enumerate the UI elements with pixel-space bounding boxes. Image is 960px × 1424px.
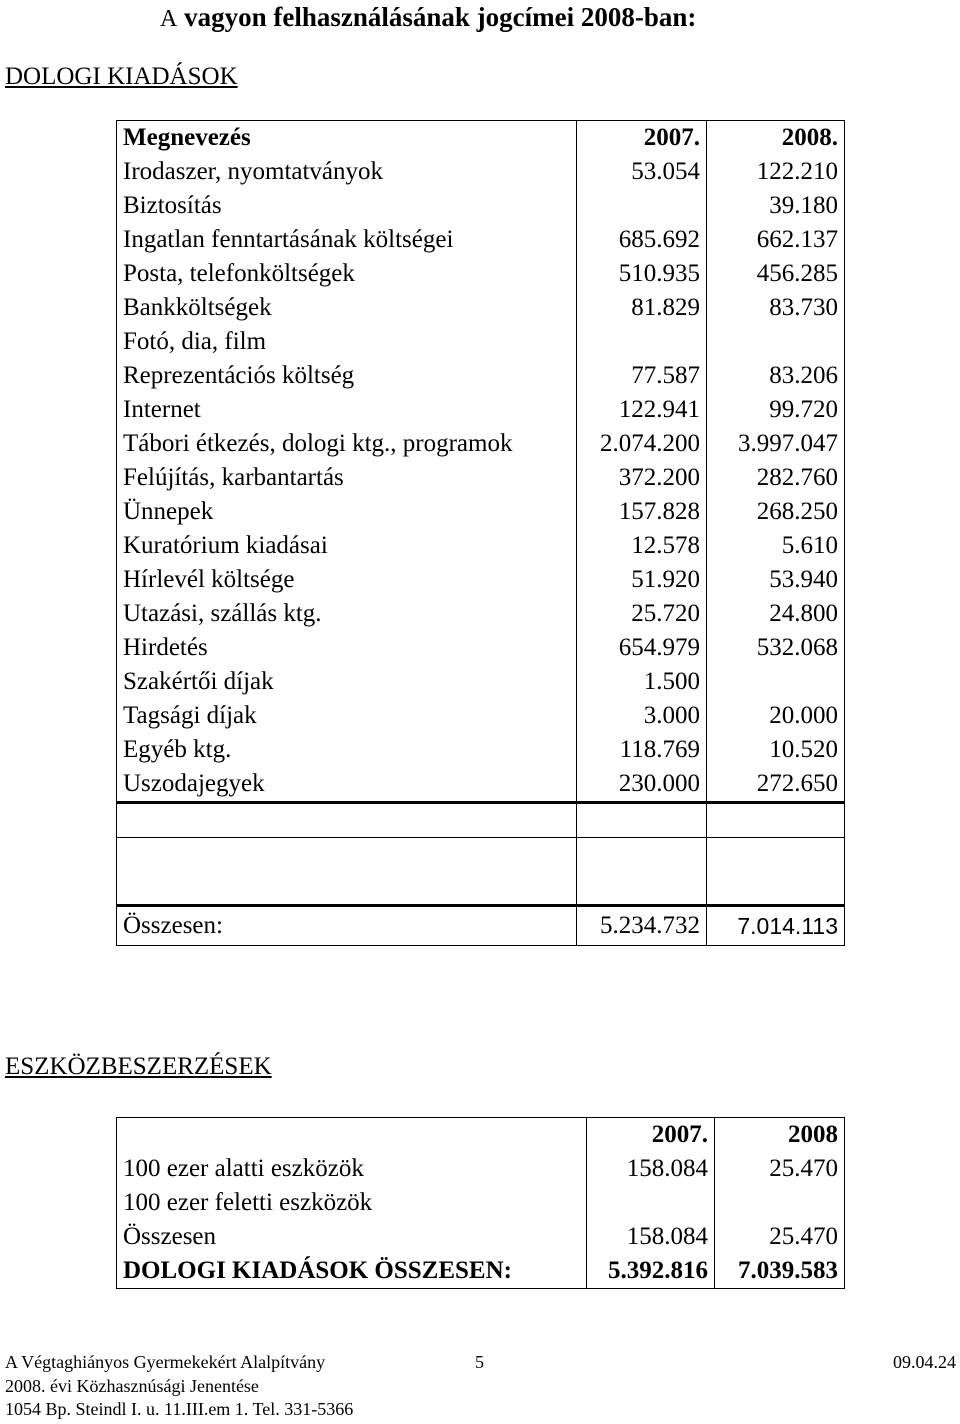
empty-cell <box>577 803 707 838</box>
value-2007: 81.829 <box>577 291 707 325</box>
value-2008: 3.997.047 <box>707 427 845 461</box>
table-row <box>117 461 845 495</box>
empty-row <box>117 803 845 838</box>
value-2007: 685.692 <box>577 223 707 257</box>
value-2007: 230.000 <box>577 767 707 803</box>
column-header-2008: 2008 <box>715 1118 845 1153</box>
column-header-2007: 2007. <box>587 1118 715 1153</box>
row-label: Reprezentációs költség <box>123 362 355 389</box>
row-label: Összesen <box>123 1223 217 1250</box>
table-row <box>117 189 845 223</box>
row-label: Utazási, szállás ktg. <box>123 600 322 627</box>
table-row <box>117 1186 845 1220</box>
value-2007: 25.720 <box>577 597 707 631</box>
value-2007: 158.084 <box>587 1152 715 1186</box>
row-label: 100 ezer alatti eszközök <box>123 1155 364 1182</box>
value-2008: 272.650 <box>707 767 845 803</box>
total-2008: 7.014.113 <box>707 906 845 946</box>
value-2008: 282.760 <box>707 461 845 495</box>
grand-total-2007: 5.392.816 <box>587 1254 715 1289</box>
table-row <box>117 563 845 597</box>
page-title-text: vagyon felhasználásának jogcímei 2008-ban: <box>184 2 697 32</box>
footer-address: 1054 Bp. Steindl I. u. 11.III.em 1. Tel. 331-5366 <box>5 1399 354 1419</box>
value-2008: 268.250 <box>707 495 845 529</box>
grand-total-row <box>117 1254 845 1289</box>
footer-page-number: 5 <box>475 1352 484 1372</box>
value-2008: 20.000 <box>707 699 845 733</box>
value-2007: 510.935 <box>577 257 707 291</box>
column-header-name <box>117 1118 587 1153</box>
page-title-lead: A <box>160 6 178 32</box>
value-2007: 118.769 <box>577 733 707 767</box>
section-heading-eszkoz: ESZKÖZBESZERZÉSEK <box>5 1053 272 1080</box>
row-label: Kuratórium kiadásai <box>123 532 328 559</box>
value-2008: 532.068 <box>707 631 845 665</box>
dologi-table <box>116 120 845 946</box>
section-heading-dologi: DOLOGI KIADÁSOK <box>5 63 238 90</box>
value-2008 <box>707 665 845 699</box>
table-row <box>117 733 845 767</box>
value-2007: 157.828 <box>577 495 707 529</box>
eszkoz-table <box>116 1117 845 1289</box>
table-row <box>117 699 845 733</box>
value-2007 <box>577 189 707 223</box>
value-2008: 25.470 <box>715 1152 845 1186</box>
row-label: Irodaszer, nyomtatványok <box>123 158 384 185</box>
row-label: Egyéb ktg. <box>123 736 232 763</box>
value-2007: 2.074.200 <box>577 427 707 461</box>
empty-cell <box>117 838 577 906</box>
column-header-2007: 2007. <box>577 121 707 156</box>
table-row <box>117 325 845 359</box>
table-row <box>117 495 845 529</box>
table-row <box>117 767 845 803</box>
row-label: Hirdetés <box>123 634 208 661</box>
row-label: Posta, telefonköltségek <box>123 260 355 287</box>
value-2007 <box>587 1186 715 1220</box>
row-label: 100 ezer feletti eszközök <box>123 1189 373 1216</box>
row-label: Internet <box>123 396 201 423</box>
table-row <box>117 427 845 461</box>
table-row <box>117 529 845 563</box>
table-row <box>117 359 845 393</box>
value-2007: 12.578 <box>577 529 707 563</box>
value-2008: 53.940 <box>707 563 845 597</box>
value-2008 <box>715 1186 845 1220</box>
footer-org: A Végtaghiányos Gyermekekért Alalpítvány <box>5 1352 326 1372</box>
column-header-name: Megnevezés <box>123 124 251 151</box>
value-2008: 83.206 <box>707 359 845 393</box>
row-label: Szakértői díjak <box>123 668 274 695</box>
value-2007 <box>577 325 707 359</box>
row-label: Ingatlan fenntartásának költségei <box>123 226 454 253</box>
row-label: Hírlevél költsége <box>123 566 295 593</box>
empty-cell <box>577 838 707 906</box>
footer-date: 09.04.24 <box>893 1352 956 1372</box>
empty-cell <box>707 803 845 838</box>
value-2008: 39.180 <box>707 189 845 223</box>
table-row <box>117 393 845 427</box>
value-2008: 83.730 <box>707 291 845 325</box>
table-row <box>117 257 845 291</box>
row-label: Felújítás, karbantartás <box>123 464 344 491</box>
empty-cell <box>707 838 845 906</box>
table-row <box>117 1220 845 1254</box>
value-2007: 51.920 <box>577 563 707 597</box>
value-2008: 99.720 <box>707 393 845 427</box>
table-row <box>117 1152 845 1186</box>
total-2007: 5.234.732 <box>577 906 707 946</box>
table-row <box>117 597 845 631</box>
value-2007: 3.000 <box>577 699 707 733</box>
value-2008: 24.800 <box>707 597 845 631</box>
grand-total-label: DOLOGI KIADÁSOK ÖSSZESEN: <box>123 1257 512 1284</box>
value-2008: 10.520 <box>707 733 845 767</box>
row-label: Tábori étkezés, dologi ktg., programok <box>123 430 513 457</box>
row-label: Uszodajegyek <box>117 767 577 803</box>
empty-cell <box>117 803 577 838</box>
table-header-row <box>117 1118 845 1153</box>
value-2008: 662.137 <box>707 223 845 257</box>
value-2007: 654.979 <box>577 631 707 665</box>
table-row <box>117 665 845 699</box>
empty-row <box>117 838 845 906</box>
footer-report: 2008. évi Közhasznúsági Jenentése <box>5 1376 259 1396</box>
value-2007: 77.587 <box>577 359 707 393</box>
table-header-row <box>117 121 845 156</box>
page-title <box>160 0 696 36</box>
value-2008: 456.285 <box>707 257 845 291</box>
value-2008: 5.610 <box>707 529 845 563</box>
row-label: Bankköltségek <box>123 294 272 321</box>
value-2007: 53.054 <box>577 155 707 189</box>
total-row <box>117 906 845 946</box>
table-row <box>117 155 845 189</box>
grand-total-2008: 7.039.583 <box>715 1254 845 1289</box>
table-row <box>117 223 845 257</box>
column-header-2008: 2008. <box>707 121 845 156</box>
table-row <box>117 631 845 665</box>
value-2007: 372.200 <box>577 461 707 495</box>
row-label: Tagsági díjak <box>123 702 257 729</box>
row-label: Fotó, dia, film <box>123 328 267 355</box>
value-2008: 122.210 <box>707 155 845 189</box>
value-2007: 1.500 <box>577 665 707 699</box>
value-2008: 25.470 <box>715 1220 845 1254</box>
value-2007: 158.084 <box>587 1220 715 1254</box>
value-2008 <box>707 325 845 359</box>
row-label: Ünnepek <box>123 498 214 525</box>
table-row <box>117 291 845 325</box>
value-2007: 122.941 <box>577 393 707 427</box>
row-label: Biztosítás <box>123 192 222 219</box>
total-label: Összesen: <box>117 906 577 946</box>
